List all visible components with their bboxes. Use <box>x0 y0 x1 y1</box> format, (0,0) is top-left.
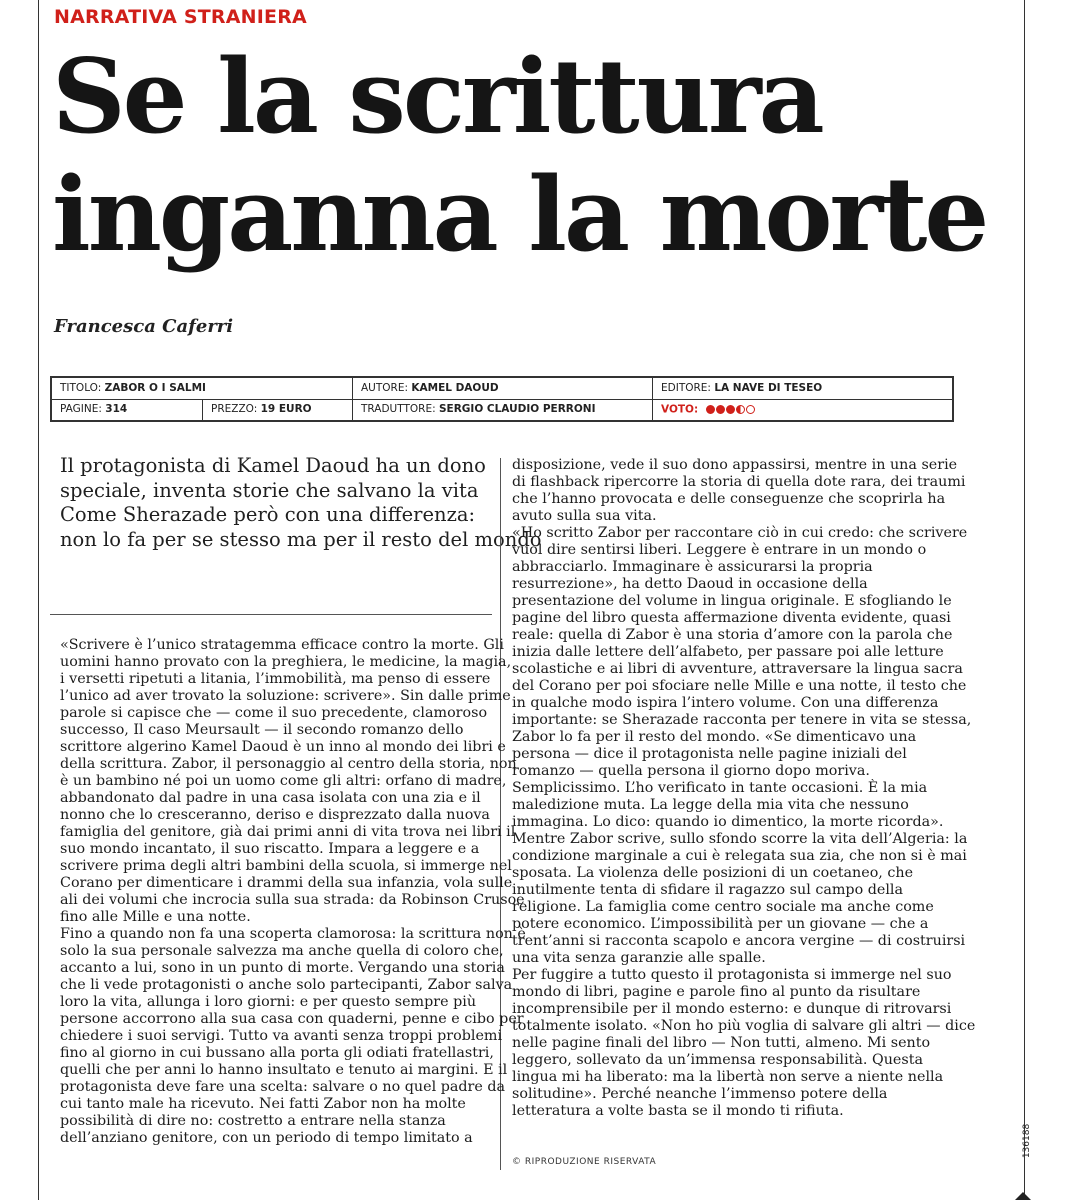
body-text-line: pagine del libro questa affermazione diventa evidente, quasi <box>512 610 951 626</box>
side-code <box>1022 1112 1048 1172</box>
body-text-line: solitudine». Perché neanche l’immenso potere della <box>512 1086 888 1102</box>
pages-cell <box>52 399 202 420</box>
body-text-line: della scrittura. Zabor, il personaggio al centro della storia, non <box>60 756 517 772</box>
summary-line: Il protagonista di Kamel Daoud ha un dono <box>60 454 486 477</box>
author-cell <box>352 378 652 399</box>
body-text-line: è un bambino né poi un uomo come gli altri: orfano di madre, <box>60 773 507 789</box>
summary-line: Come Sherazade però con una differenza: <box>60 503 476 526</box>
headline-line-1: Se la scrittura <box>52 37 822 157</box>
body-text-line: religione. La famiglia come centro sociale ma anche come <box>512 899 934 915</box>
body-text-line: resurrezione», ha detto Daoud in occasione della <box>512 576 868 592</box>
body-text-line: Fino a quando non fa una scoperta clamorosa: la scrittura non è <box>60 926 526 942</box>
summary-divider <box>50 614 492 615</box>
body-text-line: «Ho scritto Zabor per raccontare ciò in cui credo: che scrivere <box>512 525 968 541</box>
body-text-line: una vita senza garanzie alle spalle. <box>512 950 766 966</box>
byline: Francesca Caferri <box>54 316 234 337</box>
translator-value: SERGIO CLAUDIO PERRONI <box>438 403 596 415</box>
publisher-cell <box>652 378 952 399</box>
pages-value: 314 <box>105 403 128 415</box>
rating-dots <box>706 399 756 420</box>
title-label: TITOLO: <box>60 382 102 394</box>
body-text-line: letteratura a volte basta se il mondo ti rifiuta. <box>512 1103 844 1119</box>
body-text-line: possibilità di dire no: costretto a entrare nella stanza <box>60 1113 446 1129</box>
body-text-line: maledizione muta. La legge della mia vita che nessuno <box>512 797 909 813</box>
body-text-line: solo la sua personale salvezza ma anche quella di coloro che, <box>60 943 504 959</box>
body-text-line: «Scrivere è l’unico stratagemma efficace contro la morte. Gli <box>60 637 504 653</box>
body-text-line: leggero, sollevato da un’immensa responsabilità. Questa <box>512 1052 924 1068</box>
body-text-line: totalmente isolato. «Non ho più voglia di salvare gli altri — dice <box>512 1018 976 1034</box>
corner-mark <box>1015 1192 1031 1200</box>
body-column-left <box>60 637 526 1147</box>
body-text-line: inizia dalle lettere dell’alfabeto, per passare poi alle letture <box>512 644 944 660</box>
body-text-line: romanzo — quella persona il giorno dopo moriva. <box>512 763 870 779</box>
body-text-line: accanto a lui, sono in un punto di morte. Vergando una storia <box>60 960 505 976</box>
rating-cell <box>652 399 952 420</box>
body-text-line: scrittore algerino Kamel Daoud è un inno al mondo dei libri e <box>60 739 506 755</box>
body-text-line: che l’hanno provocata e delle conseguenze che scoprirla ha <box>512 491 946 507</box>
body-text-line: potere economico. L’impossibilità per un giovane — che a <box>512 916 929 932</box>
body-text-line: Zabor lo fa per il resto del mondo. «Se dimenticavo una <box>512 729 917 745</box>
author-value: KAMEL DAOUD <box>411 382 499 394</box>
body-text-line: famiglia del genitore, già dai primi anni di vita trova nei libri il <box>60 824 516 840</box>
body-text-line: suo mondo incantato, il suo riscatto. Impara a leggere e a <box>60 841 480 857</box>
body-text-line: fino alle Mille e una notte. <box>60 909 251 925</box>
book-info-table <box>50 376 954 422</box>
body-text-line: incomprensibile per il mondo esterno: e dunque di ritrovarsi <box>512 1001 952 1017</box>
body-text-line: Corano per dimenticare i drammi della sua infanzia, vola sulle <box>60 875 513 891</box>
title-value: ZABOR O I SALMI <box>104 382 206 394</box>
body-text-line: presentazione del volume in lingua originale. E sfogliando le <box>512 593 952 609</box>
pages-label: PAGINE: <box>60 403 102 415</box>
price-label: PREZZO: <box>211 403 258 415</box>
body-text-line: Semplicissimo. L’ho verificato in tante occasioni. È la mia <box>512 780 928 796</box>
body-text-line: l’unico ad aver trovato la soluzione: scrivere». Sin dalle prime <box>60 688 511 704</box>
body-text-line: ali dei volumi che incrocia sulla sua strada: da Robinson Crusoe <box>60 892 525 908</box>
body-text-line: che li vede protagonisti o anche solo partecipanti, Zabor salva <box>60 977 513 993</box>
publisher-value: LA NAVE DI TESEO <box>714 382 823 394</box>
body-text-line: persone accorrono alla sua casa con quaderni, penne e cibo per <box>60 1011 524 1027</box>
body-text-line: Mentre Zabor scrive, sullo sfondo scorre la vita dell’Algeria: la <box>512 831 968 847</box>
headline <box>52 38 1012 274</box>
rating-dot <box>736 405 745 414</box>
rating-dot <box>746 405 755 414</box>
summary-deck <box>60 454 542 552</box>
author-label: AUTORE: <box>361 382 409 394</box>
body-text-line: successo, Il caso Meursault — il secondo romanzo dello <box>60 722 464 738</box>
body-text-line: avuto sulla sua vita. <box>512 508 657 524</box>
translator-cell <box>352 399 652 420</box>
body-text-line: nelle pagine finali del libro — Non tutti, almeno. Mi sento <box>512 1035 931 1051</box>
info-row-2 <box>52 399 952 420</box>
body-text-line: lingua mi ha liberato: ma la libertà non serve a niente nella <box>512 1069 944 1085</box>
body-text-line: di flashback ripercorre la storia di quella dote rara, dei traumi <box>512 474 966 490</box>
body-text-line: i versetti ripetuti a litania, l’immobilità, ma penso di essere <box>60 671 491 687</box>
body-text-line: abbandonato dal padre in una casa isolata con una zia e il <box>60 790 481 806</box>
section-label: NARRATIVA STRANIERA <box>54 6 307 28</box>
body-text-line: vuol dire sentirsi liberi. Leggere è entrare in un mondo o <box>512 542 927 558</box>
body-text-line: reale: quella di Zabor è una storia d’amore con la parola che <box>512 627 953 643</box>
headline-line-2: inganna la morte <box>52 155 987 275</box>
body-text-line: uomini hanno provato con la preghiera, le medicine, la magia, <box>60 654 512 670</box>
publisher-label: EDITORE: <box>661 382 711 394</box>
info-row-1 <box>52 378 952 400</box>
summary-line: non lo fa per se stesso ma per il resto del mondo <box>60 527 542 551</box>
body-text-line: mondo di libri, pagine e parole fino al punto da risultare <box>512 984 921 1000</box>
body-text-line: importante: se Sherazade racconta per tenere in vita se stessa, <box>512 712 972 728</box>
summary-line: speciale, inventa storie che salvano la vita <box>60 478 479 502</box>
body-text-line: trent’anni si racconta scapolo e ancora vergine — di costruirsi <box>512 933 966 949</box>
body-text-line: cui tanto male ha ricevuto. Nei fatti Zabor non ha molte <box>60 1096 466 1112</box>
body-text-line: fino al giorno in cui bussano alla porta gli odiati fratellastri, <box>60 1045 494 1061</box>
body-text-line: del Corano per poi sfociare nelle Mille e una notte, il testo che <box>512 678 967 694</box>
rating-dot <box>706 405 715 414</box>
body-text-line: in qualche modo ispira l’intero volume. Con una differenza <box>512 695 939 711</box>
body-text-line: Per fuggire a tutto questo il protagonista si immerge nel suo <box>512 967 952 983</box>
body-text-line: parole si capisce che — come il suo precedente, clamoroso <box>60 705 488 721</box>
body-text-line: sposata. La violenza delle posizioni di un coetaneo, che <box>512 865 914 881</box>
side-code-text: 136188 <box>1022 1123 1033 1159</box>
rating-label: VOTO: <box>661 403 699 416</box>
body-text-line: scolastiche e ai libri di avventure, attraversare la lingua sacra <box>512 661 963 677</box>
body-text-line: inutilmente tenta di sfidare il ragazzo sul campo della <box>512 882 904 898</box>
price-cell <box>202 399 352 420</box>
body-text-line: abbracciarlo. Immaginare è assicurarsi la propria <box>512 559 873 575</box>
body-text-line: chiedere i suoi servigi. Tutto va avanti senza troppi problemi <box>60 1028 503 1044</box>
body-text-line: scrivere prima degli altri bambini della scuola, si immerge nel <box>60 858 512 874</box>
body-text-line: nonno che lo cresceranno, deriso e disprezzato dalla nuova <box>60 807 490 823</box>
body-text-line: quelli che per anni lo hanno insultato e tenuto ai margini. E il <box>60 1062 508 1078</box>
title-cell <box>52 378 352 399</box>
rating-dot <box>716 405 725 414</box>
body-column-right <box>512 457 976 1120</box>
body-text-line: condizione marginale a cui è relegata sua zia, che non si è mai <box>512 848 967 864</box>
body-text-line: persona — dice il protagonista nelle pagine iniziali del <box>512 746 907 762</box>
copyright-note: © RIPRODUZIONE RISERVATA <box>512 1157 657 1167</box>
translator-label: TRADUTTORE: <box>361 403 436 415</box>
body-text-line: protagonista deve fare una scelta: salvare o no quel padre da <box>60 1079 506 1095</box>
rating-dot <box>726 405 735 414</box>
body-text-line: dell’anziano genitore, con un periodo di tempo limitato a <box>60 1130 473 1146</box>
body-text-line: loro la vita, allunga i loro giorni: e per questo sempre più <box>60 994 477 1010</box>
body-text-line: disposizione, vede il suo dono appassirsi, mentre in una serie <box>512 457 958 473</box>
body-text-line: immagina. Lo dico: quando io dimentico, la morte ricorda». <box>512 814 944 830</box>
price-value: 19 EURO <box>260 403 312 415</box>
